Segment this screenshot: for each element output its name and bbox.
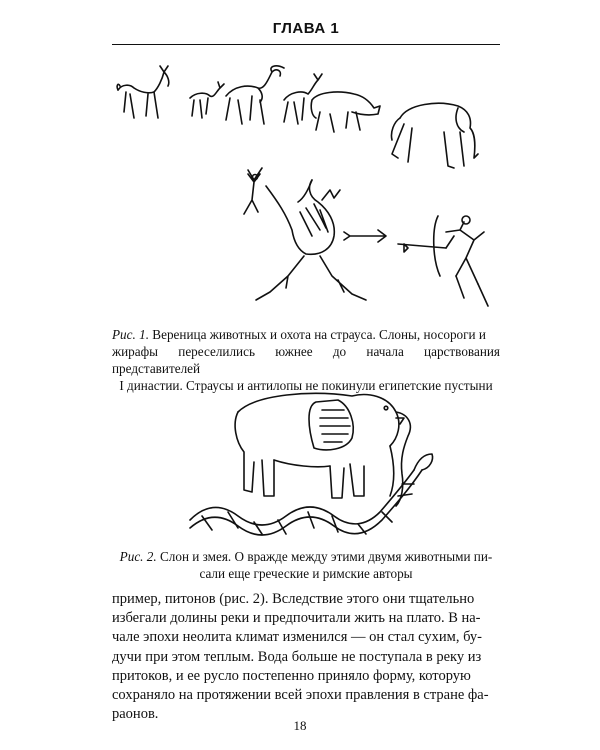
text-line: дучи при этом теплым. Вода больше не поступала в реку из: [112, 648, 482, 665]
caption-line: Рис. 2. Слон и змея. О вражде между этими двумя животными пи-: [119, 549, 493, 564]
figure-1-caption: [112, 326, 500, 394]
text-line: сохраняло на протяжении всей эпохи правления в стране фа-: [112, 687, 489, 704]
caption-line: сали еще греческие и римские авторы: [199, 566, 413, 581]
figure-2-caption: [112, 548, 500, 582]
caption-line: жирафы переселились южнее до начала царствования представителей: [112, 344, 500, 376]
figure-1-illustration: [108, 62, 504, 318]
body-paragraph: [112, 590, 502, 724]
caption-line: I династии. Страусы и антилопы не покинули египетские пустыни: [119, 378, 493, 393]
text-line: чале эпохи неолита климат изменился — он стал сухим, бу-: [112, 629, 482, 646]
figure-2-illustration: [182, 388, 442, 538]
figure-label: Рис. 2.: [119, 549, 157, 564]
header-rule: [112, 44, 500, 45]
text-line: притоков, и ее русло постепенно приняло форму, которую: [112, 667, 471, 684]
text-line: пример, питонов (рис. 2). Вследствие этого они тщательно: [112, 591, 475, 607]
page-number: 18: [293, 718, 307, 733]
figure-label: Рис. 1.: [112, 327, 149, 342]
chapter-header: ГЛАВА 1: [272, 20, 340, 37]
caption-line: Рис. 1. Вереница животных и охота на страуса. Слоны, носороги и: [112, 327, 486, 342]
text-line: избегали долины реки и предпочитали жить на плато. В на-: [112, 610, 481, 627]
text-line: раонов.: [112, 706, 159, 723]
